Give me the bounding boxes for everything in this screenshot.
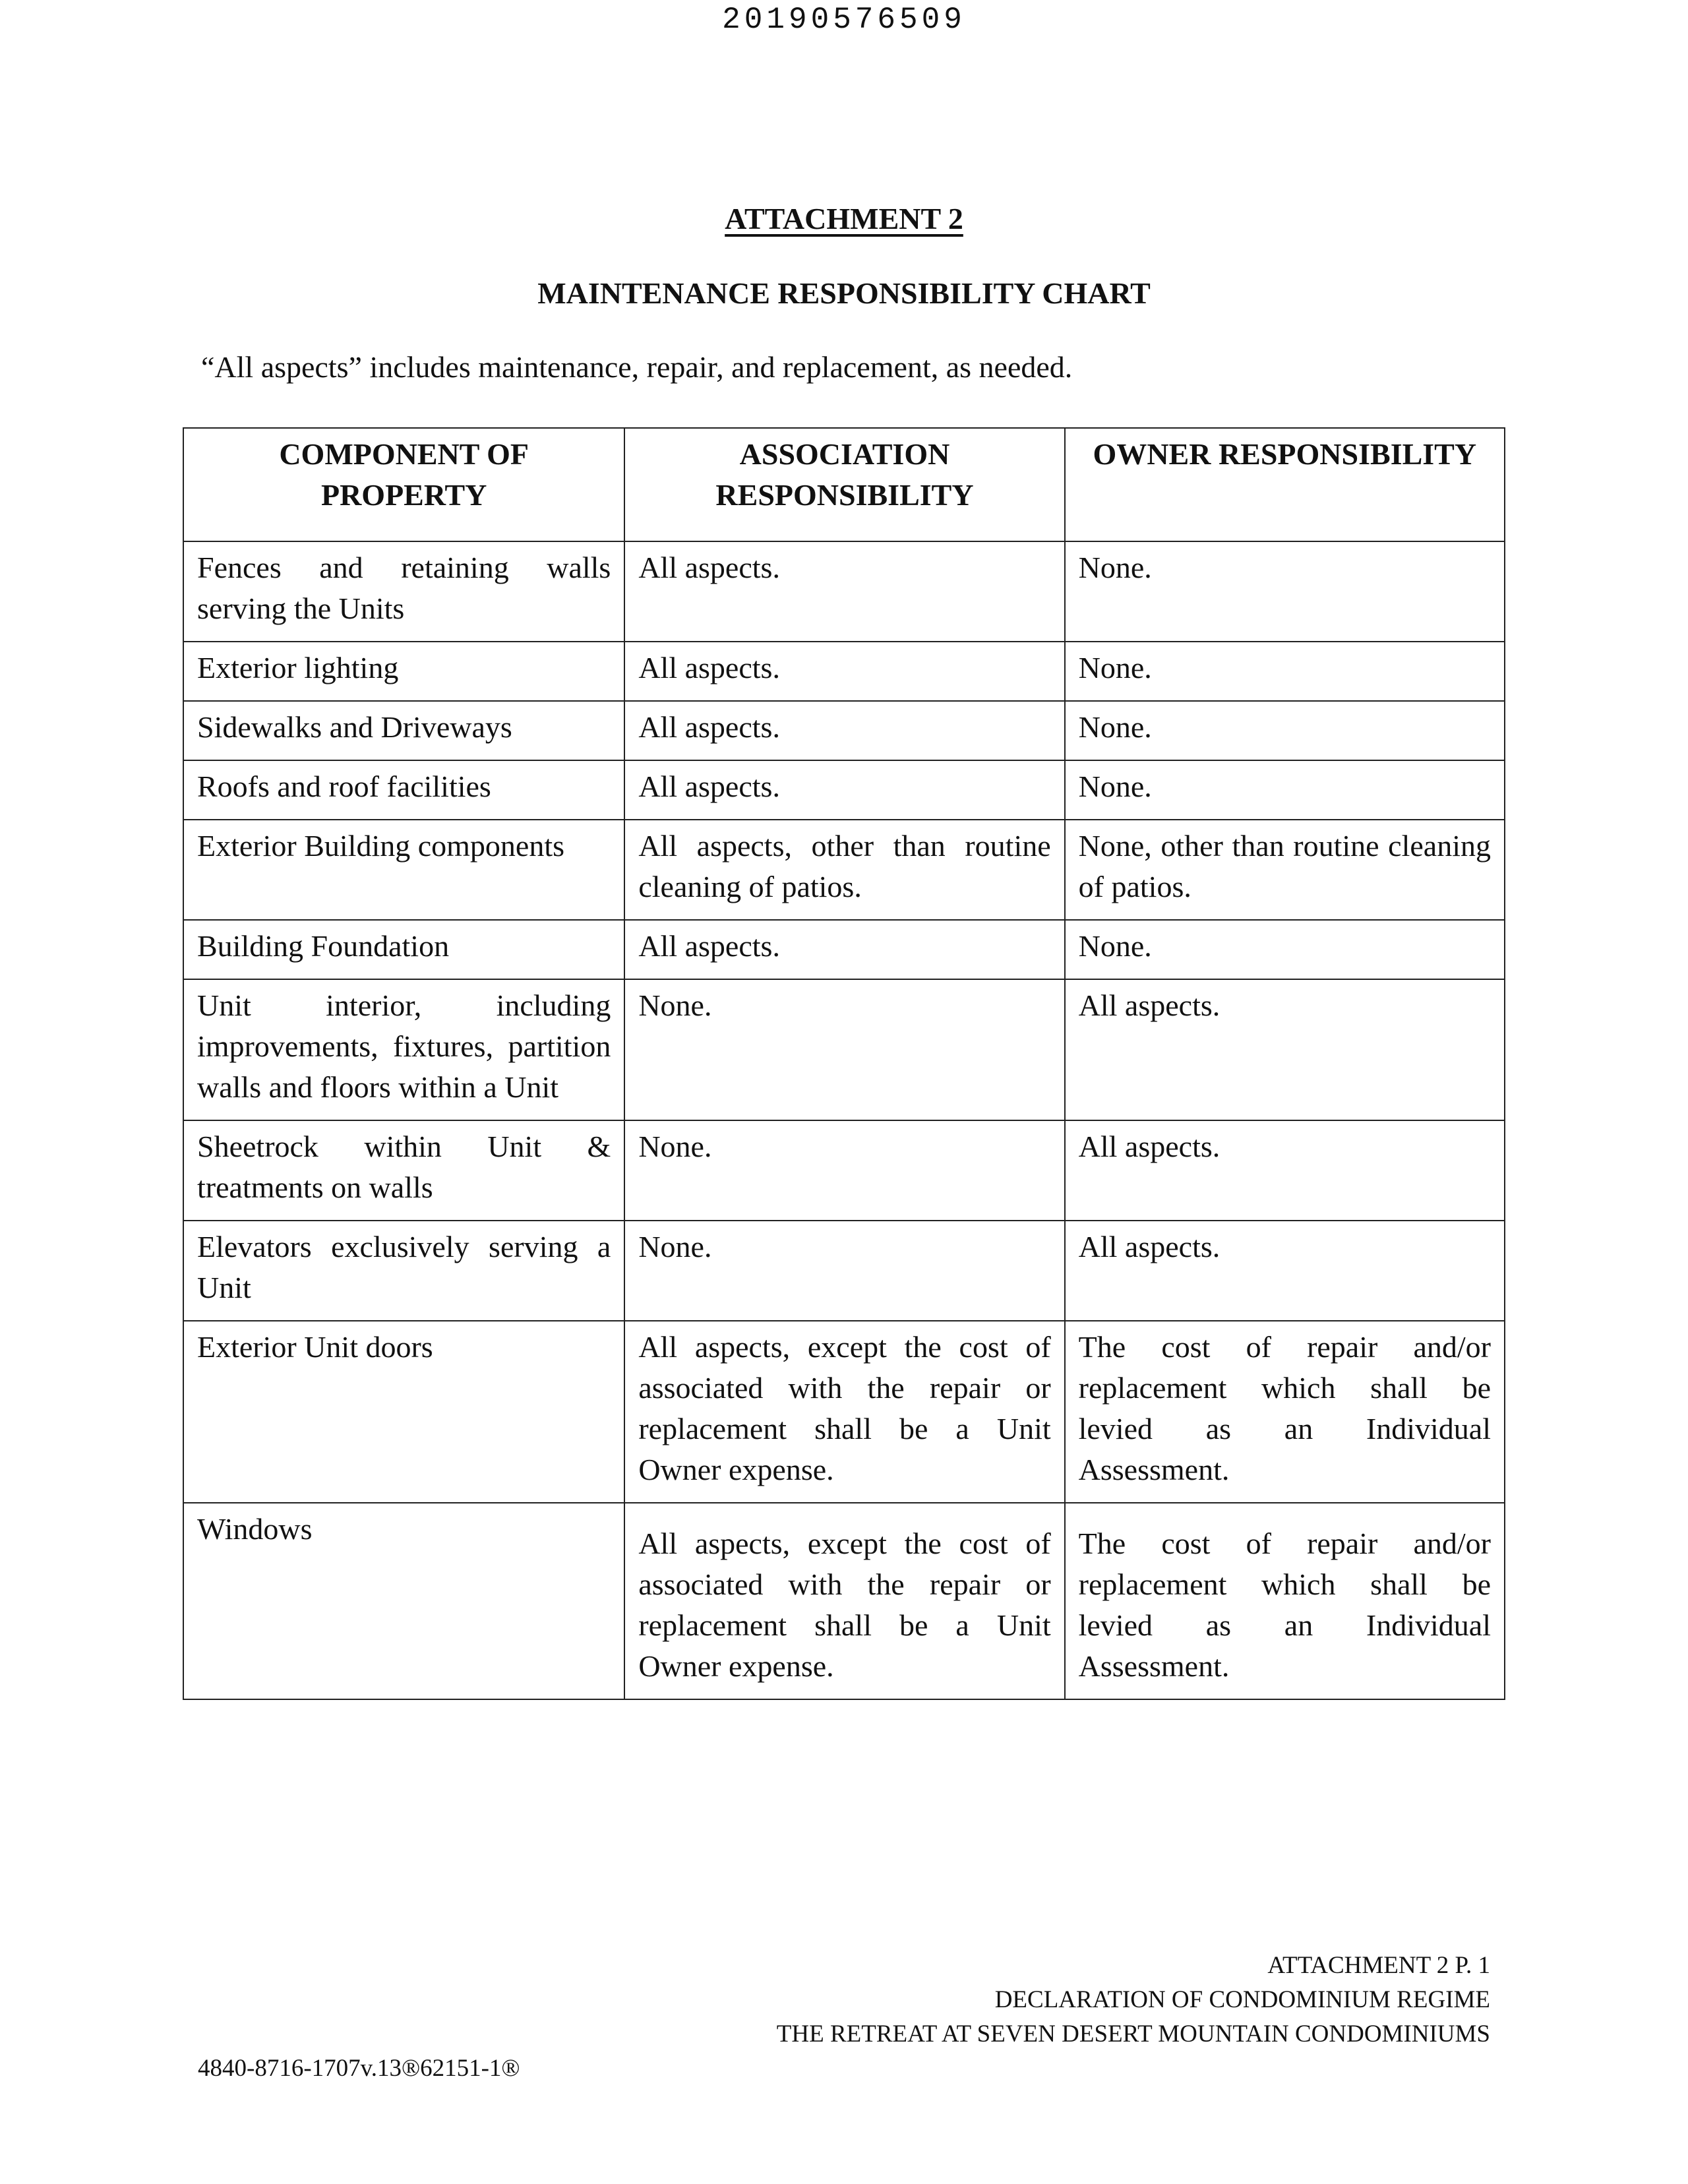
cell-owner: All aspects. — [1065, 1120, 1505, 1221]
table-header-row — [183, 428, 1505, 541]
cell-component: Elevators exclusively serving a Unit — [183, 1221, 624, 1321]
header-owner: OWNER RESPONSIBILITY — [1065, 428, 1505, 541]
header-association: ASSOCIATION RESPONSIBILITY — [624, 428, 1064, 541]
footer-page-ref: ATTACHMENT 2 P. 1 — [1267, 1952, 1490, 1979]
attachment-title: ATTACHMENT 2 — [725, 202, 963, 235]
recording-number: 20190576509 — [722, 3, 966, 37]
cell-owner: None. — [1065, 760, 1505, 820]
chart-title: MAINTENANCE RESPONSIBILITY CHART — [537, 276, 1151, 310]
cell-component: Fences and retaining walls serving the Units — [183, 541, 624, 642]
cell-association: None. — [624, 1120, 1064, 1221]
table-row — [183, 541, 1505, 642]
table-row — [183, 979, 1505, 1120]
cell-association: All aspects. — [624, 760, 1064, 820]
cell-association: All aspects, except the cost of associated with the repair or replacement shall be a Unit Owner expense. — [624, 1503, 1064, 1699]
cell-component: Roofs and roof facilities — [183, 760, 624, 820]
intro-text: “All aspects” includes maintenance, repair, and replacement, as needed. — [201, 350, 1073, 384]
table-row — [183, 760, 1505, 820]
responsibility-table — [183, 427, 1505, 1700]
table-row — [183, 1503, 1505, 1699]
footer-declaration: DECLARATION OF CONDOMINIUM REGIME — [994, 1986, 1490, 2013]
page-footer — [777, 1949, 1490, 2051]
cell-association: All aspects. — [624, 541, 1064, 642]
cell-owner: None. — [1065, 701, 1505, 760]
table-row — [183, 1120, 1505, 1221]
cell-owner: None. — [1065, 920, 1505, 979]
table-row — [183, 1321, 1505, 1503]
cell-component: Sheetrock within Unit & treatments on walls — [183, 1120, 624, 1221]
cell-owner: All aspects. — [1065, 1221, 1505, 1321]
cell-owner: All aspects. — [1065, 979, 1505, 1120]
cell-association: None. — [624, 979, 1064, 1120]
cell-component: Exterior lighting — [183, 642, 624, 701]
cell-component: Exterior Building components — [183, 820, 624, 920]
footer-condominium-name: THE RETREAT AT SEVEN DESERT MOUNTAIN CONDOMINIUMS — [776, 2020, 1490, 2048]
cell-component: Building Foundation — [183, 920, 624, 979]
table-row — [183, 642, 1505, 701]
cell-component: Unit interior, including improvements, fixtures, partition walls and floors within a Unit — [183, 979, 624, 1120]
table-row — [183, 820, 1505, 920]
cell-association: All aspects, except the cost of associated with the repair or replacement shall be a Unit Owner expense. — [624, 1321, 1064, 1503]
document-id: 4840-8716-1707v.13®62151-1® — [198, 2055, 520, 2082]
cell-owner: None. — [1065, 642, 1505, 701]
table-row — [183, 701, 1505, 760]
cell-association: All aspects. — [624, 701, 1064, 760]
cell-owner: The cost of repair and/or replacement which shall be levied as an Individual Assessment. — [1065, 1503, 1505, 1699]
table-row — [183, 1221, 1505, 1321]
header-component: COMPONENT OF PROPERTY — [183, 428, 624, 541]
cell-association: All aspects. — [624, 920, 1064, 979]
cell-component: Exterior Unit doors — [183, 1321, 624, 1503]
cell-component: Sidewalks and Driveways — [183, 701, 624, 760]
cell-association: None. — [624, 1221, 1064, 1321]
cell-component: Windows — [183, 1503, 624, 1699]
cell-association: All aspects, other than routine cleaning of patios. — [624, 820, 1064, 920]
cell-association: All aspects. — [624, 642, 1064, 701]
table-row — [183, 920, 1505, 979]
cell-owner: None. — [1065, 541, 1505, 642]
cell-owner: The cost of repair and/or replacement which shall be levied as an Individual Assessment. — [1065, 1321, 1505, 1503]
cell-owner: None, other than routine cleaning of patios. — [1065, 820, 1505, 920]
